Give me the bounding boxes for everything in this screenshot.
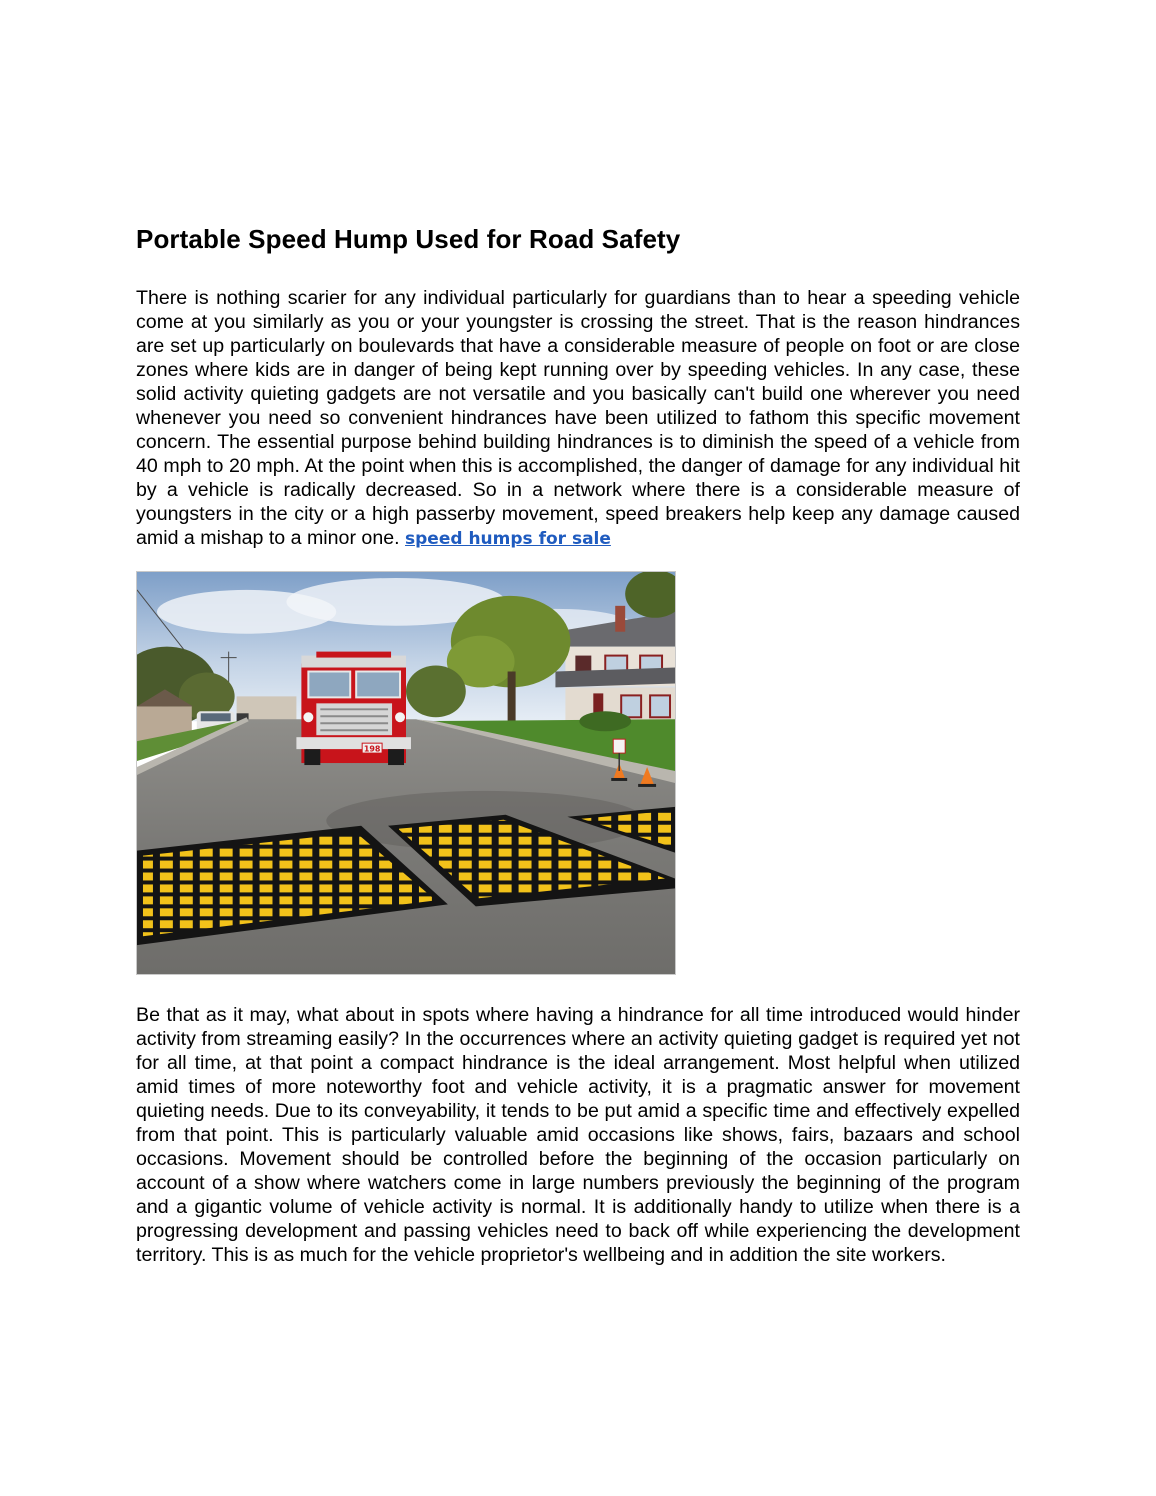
fire-truck bbox=[296, 652, 411, 765]
speed-hump-photo bbox=[136, 571, 676, 975]
article-title: Portable Speed Hump Used for Road Safety bbox=[136, 224, 681, 254]
document-page bbox=[136, 222, 1020, 1267]
article-paragraph-1 bbox=[136, 286, 1020, 551]
speed-humps-for-sale-link[interactable]: speed humps for sale bbox=[405, 529, 611, 549]
article-paragraph-2: Be that as it may, what about in spots where having a hindrance for all time introduced would hinder activity from streaming easily? In the occurrences where an activity quieting gadget is required yet not for all time, at that point a compact hindrance is the ideal arrangement. Most helpful when utilized amid times of more noteworthy foot and vehicle activity, it is a pragmatic answer for movement quieting needs. Due to its conveyability, it tends to be put amid a specific time and effectively expelled from that point. This is particularly valuable amid occasions like shows, fairs, bazaars and school occasions. Movement should be controlled before the beginning of the occasion particularly on account of a show where watchers come in large numbers previously the beginning of the program and a gigantic volume of vehicle activity is normal. It is additionally handy to utilize when there is a progressing development and passing vehicles need to back off while experiencing the development territory. This is as much for the vehicle proprietor's wellbeing and in addition the site workers. bbox=[136, 1004, 1020, 1266]
fire-truck-number: 198 bbox=[363, 744, 381, 754]
paragraph-1-text: There is nothing scarier for any individual particularly for guardians than to hear a speeding vehicle come at you similarly as you or your youngster is crossing the street. That is the reason hindrances are set up particularly on boulevards that have a considerable measure of people on foot or are close zones where kids are in danger of being kept running over by speeding vehicles. In any case, these solid activity quieting gadgets are not versatile and you basically can't build one wherever you need whenever you need so convenient hindrances have been utilized to fathom this specific movement concern. The essential purpose behind building hindrances is to diminish the speed of a vehicle from 40 mph to 20 mph. At the point when this is accomplished, the danger of damage for any individual hit by a vehicle is radically decreased. So in a network where there is a considerable measure of youngsters in the city or a high passerby movement, speed breakers help keep any damage caused amid a mishap to a minor one. bbox=[136, 287, 1020, 549]
